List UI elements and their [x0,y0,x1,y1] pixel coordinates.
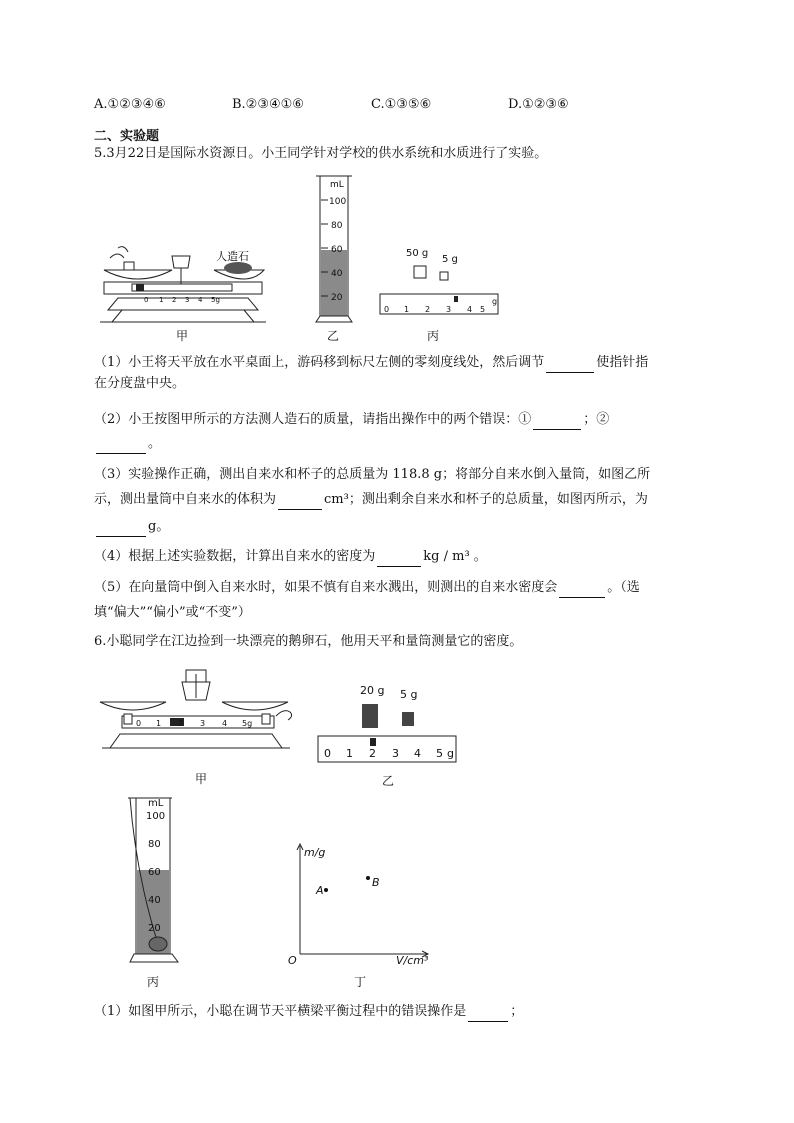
q6-part-1: （1）如图甲所示，小聪在调节天平横梁平衡过程中的错误操作是 ； [94,1002,523,1022]
q5-stem: 5.3月22日是国际水资源日。小王同学针对学校的供水系统和水质进行了实验。 [94,146,548,161]
answer-blank[interactable] [96,522,146,537]
point-b-label: B [372,876,380,889]
option-d: D.①②③⑥ [508,97,569,112]
q5-fig-yi-label: 乙 [327,329,340,343]
answer-blank[interactable] [559,583,605,598]
q6-cylinder-figure [126,794,182,970]
data-point-b [366,876,370,880]
q5-beam-tick: 3 [185,296,190,304]
q5-cylinder-tick: 40 [331,269,343,279]
q5-balance-figure [98,238,268,338]
q5-scale-tick: 5 [480,305,486,314]
graph-x-label: V/cm³ [396,954,429,967]
q5-cylinder-tick: 20 [331,293,343,303]
q6-stem: 6.小聪同学在江边捡到一块漂亮的鹅卵石，他用天平和量筒测量它的密度。 [94,634,523,649]
point-a-label: A [316,884,324,897]
q5-part-5: （5）在向量筒中倒入自来水时，如果不慎有自来水溅出，则测出的自来水密度会 。（选 [94,578,640,598]
q5-scale-tick: 3 [446,305,452,314]
q5-weight-label: 50 g [406,248,429,259]
q5-part-2-cont: 。 [94,434,161,454]
q5-scale-tick: 4 [467,305,473,314]
q5-part-1: （1）小王将天平放在水平桌面上，游码移到标尺左侧的零刻度线处，然后调节 使指针指 [94,353,648,373]
q6-scale-unit: g [447,747,454,760]
q6-cylinder-unit: mL [148,798,164,809]
q6-graph-figure [286,840,434,968]
q6-weight-label: 20 g [360,684,385,697]
option-c: C.①③⑤⑥ [371,97,432,112]
q6-scale-tick: 0 [324,747,331,760]
q6-weight-label: 5 g [400,688,418,701]
q5-scale-tick: 1 [404,305,410,314]
q6-cylinder-tick: 20 [148,923,161,934]
q5-beam-tick: 5g [211,296,220,304]
q5-beam-tick: 2 [172,296,177,304]
q5-scale-tick: 2 [425,305,431,314]
q6-beam-tick: 4 [222,719,228,728]
q5-scale-unit: g [492,297,498,306]
q5-cylinder-tick: 80 [331,221,343,231]
q6-scale-tick: 2 [369,747,376,760]
option-b: B.②③④①⑥ [232,97,304,112]
q5-part-2: （2）小王按图甲所示的方法测人造石的质量，请指出操作中的两个错误：① ；② [94,410,609,430]
q5-part-3-end: g。 [94,517,169,537]
answer-blank[interactable] [546,358,594,373]
q6-fig-ding-label: 丁 [354,975,367,989]
q6-fig-bing-label: 丙 [147,975,160,989]
q5-beam-tick: 4 [198,296,203,304]
answer-blank[interactable] [278,495,322,510]
q5-fig-bing-label: 丙 [427,329,440,343]
q6-cylinder-tick: 40 [148,895,161,906]
q6-scale-tick: 5 [436,747,443,760]
q5-beam-tick: 1 [159,296,164,304]
q6-balance-figure [96,660,300,764]
q5-cylinder-tick: 100 [329,197,347,207]
q5-stone-label: 人造石 [216,250,249,263]
answer-blank[interactable] [377,552,421,567]
answer-blank[interactable] [468,1007,508,1022]
q5-cylinder-unit: mL [330,180,344,190]
q5-part-3-cont: 示，测出量筒中自来水的体积为 cm³；测出剩余自来水和杯子的总质量，如图丙所示，为 [94,490,648,510]
answer-blank[interactable] [96,439,146,454]
answer-blank[interactable] [533,415,581,430]
graph-origin: O [288,954,297,967]
graph-y-label: m/g [304,846,326,859]
q5-part-3: （3）实验操作正确，测出自来水和杯子的总质量为 118.8 g；将部分自来水倒入量筒，如图乙所 [94,467,651,482]
q5-weight-label: 5 g [442,254,458,265]
q5-weights-figure [378,242,502,322]
q6-beam-tick: 2 [178,719,184,728]
q5-part-5-cont: 填“偏大”“偏小”或“不变”） [94,605,251,620]
q6-scale-tick: 4 [414,747,421,760]
q6-cylinder-tick: 100 [146,811,166,822]
option-a: A.①②③④⑥ [94,97,166,112]
data-point-a [324,888,328,892]
q5-fig-jia-label: 甲 [176,329,189,343]
q6-weights-figure [316,682,460,766]
q6-beam-tick: 1 [156,719,162,728]
q6-fig-jia-label: 甲 [195,772,208,786]
q5-scale-tick: 0 [384,305,390,314]
q6-beam-tick: 0 [136,719,142,728]
q5-part-1-cont: 在分度盘中央。 [94,376,186,391]
q6-beam-tick: 3 [200,719,206,728]
section-title: 二、实验题 [94,129,160,144]
q6-cylinder-tick: 60 [148,867,161,878]
q5-cylinder-figure [312,172,356,332]
q5-cylinder-tick: 60 [331,245,343,255]
q6-beam-tick: 5g [242,719,253,728]
q6-scale-tick: 1 [346,747,353,760]
q5-beam-tick: 0 [144,296,149,304]
q5-part-4: （4）根据上述实验数据，计算出自来水的密度为 kg / m³ 。 [94,547,487,567]
q6-cylinder-tick: 80 [148,839,161,850]
q6-fig-yi-label: 乙 [382,774,395,788]
q6-scale-tick: 3 [392,747,399,760]
